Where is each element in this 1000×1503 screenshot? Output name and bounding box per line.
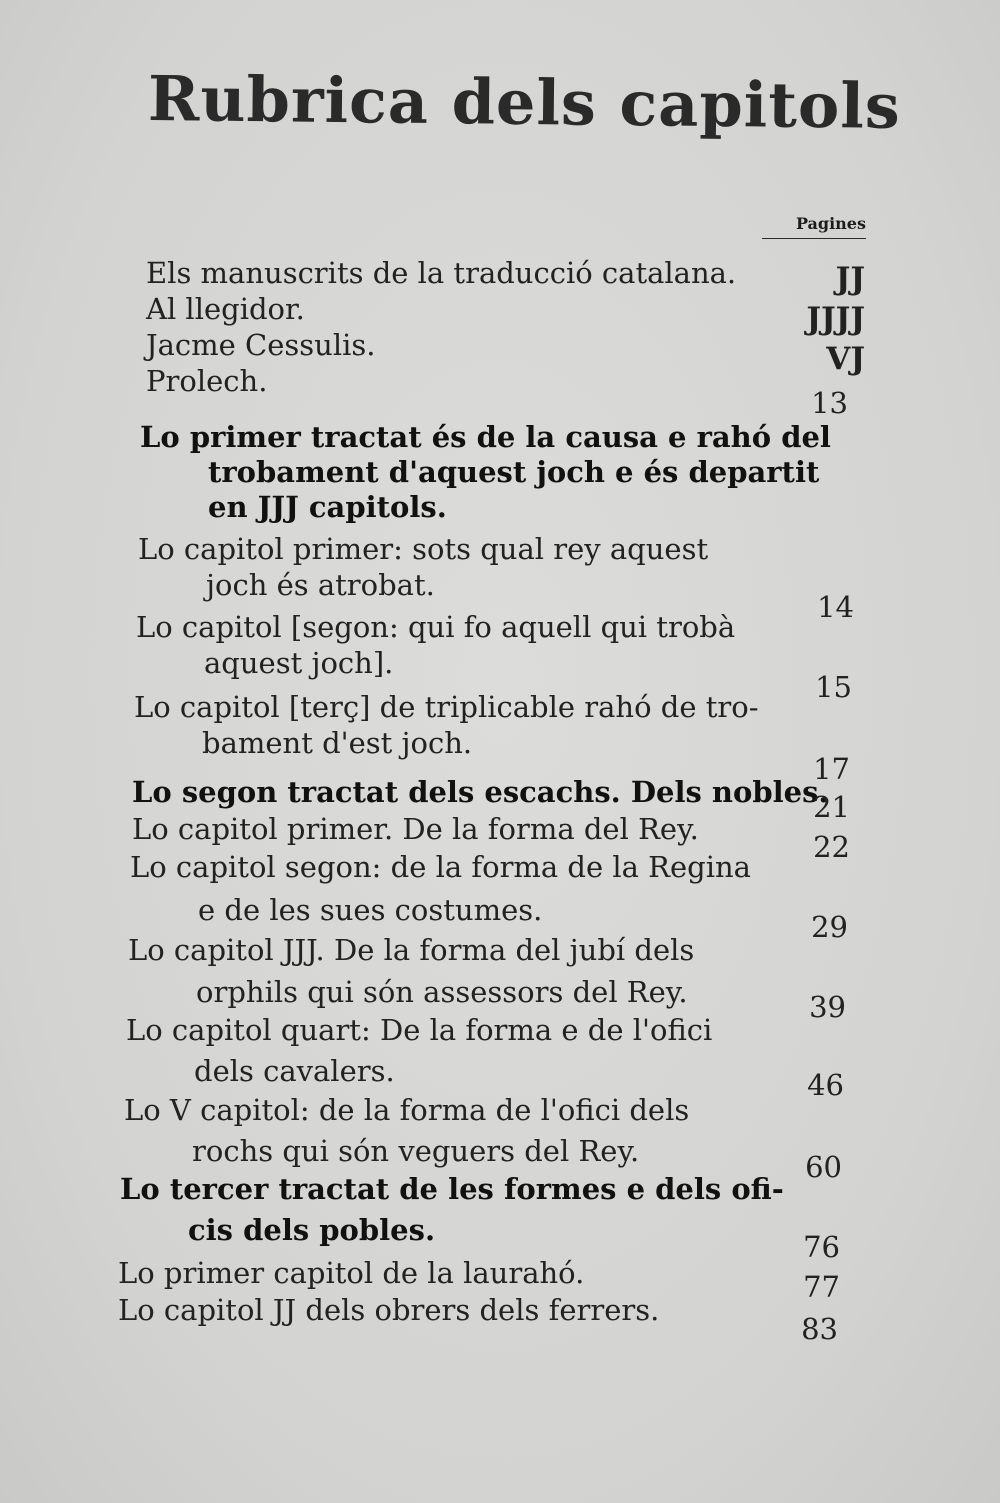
toc-entry-page: 22 [813,830,850,864]
page-title: Rubrica dels capitols [147,62,902,143]
toc-entry-text: Lo capitol [terç] de triplicable rahó de tro- [134,690,759,724]
toc-entry-text: Lo capitol primer. De la forma del Rey. [132,812,699,846]
toc-entry-page: 39 [809,990,846,1024]
toc-entry-page: JJJJ [806,301,865,337]
toc-entry-text: Lo primer capitol de la laurahó. [118,1256,585,1290]
toc-entry-text: joch és atrobat. [206,568,435,602]
toc-entry-text: aquest joch]. [204,646,394,680]
toc-entry-page: 15 [815,670,852,704]
toc-entry-text: Lo V capitol: de la forma de l'ofici dels [124,1093,690,1127]
toc-entry-page: VJ [826,341,865,377]
toc-entry-text: Prolech. [146,364,268,398]
toc-entry-text: Els manuscrits de la traducció catalana. [146,256,737,290]
toc-entry-text: Lo capitol JJ dels obrers dels ferrers. [118,1293,660,1327]
toc-entry-text: Lo capitol primer: sots qual rey aquest [138,532,709,566]
toc-entry-text: Lo capitol JJJ. De la forma del jubí dels [128,933,695,967]
toc-entry-text: Lo tercer tractat de les formes e dels ofi- [120,1172,784,1206]
toc-entry-page: 83 [801,1312,838,1346]
toc-entry-text: e de les sues costumes. [198,893,543,927]
toc-entry-page: 77 [803,1270,840,1304]
toc-entry-page: 76 [803,1230,840,1264]
toc-entry-text: Jacme Cessulis. [146,328,376,362]
toc-entry-page: 13 [811,386,848,420]
toc-entry-text: Lo capitol quart: De la forma e de l'ofici [126,1013,713,1047]
toc-entry-page: 46 [807,1068,844,1102]
toc-entry-text: orphils qui són assessors del Rey. [196,975,688,1009]
toc-entry-page: JJ [835,261,865,297]
toc-entry-text: rochs qui són veguers del Rey. [192,1134,640,1168]
toc-entry-page: 14 [817,590,854,624]
toc-entry-page: 21 [813,790,850,824]
toc-entry-text: dels cavalers. [194,1054,395,1088]
toc-entry-text: trobament d'aquest joch e és departit [208,455,820,489]
toc-entry-text: Lo segon tractat dels escachs. Dels nobles. [132,775,829,809]
toc-entry-text: Lo primer tractat és de la causa e rahó del [140,420,831,454]
toc-entry-text: Lo capitol segon: de la forma de la Regina [130,850,751,884]
toc-entry-page: 17 [813,752,850,786]
toc-entry-text: cis dels pobles. [188,1213,436,1247]
toc-entry-text: en JJJ capitols. [208,490,447,524]
toc-entry-text: Lo capitol [segon: qui fo aquell qui trobà [136,610,736,644]
toc-entry-page: 29 [811,910,848,944]
toc-entry-text: bament d'est joch. [202,726,473,760]
toc-entry-page: 60 [805,1150,842,1184]
toc-entry-text: Al llegidor. [146,292,305,326]
pages-column-header: Pagines [762,214,866,239]
